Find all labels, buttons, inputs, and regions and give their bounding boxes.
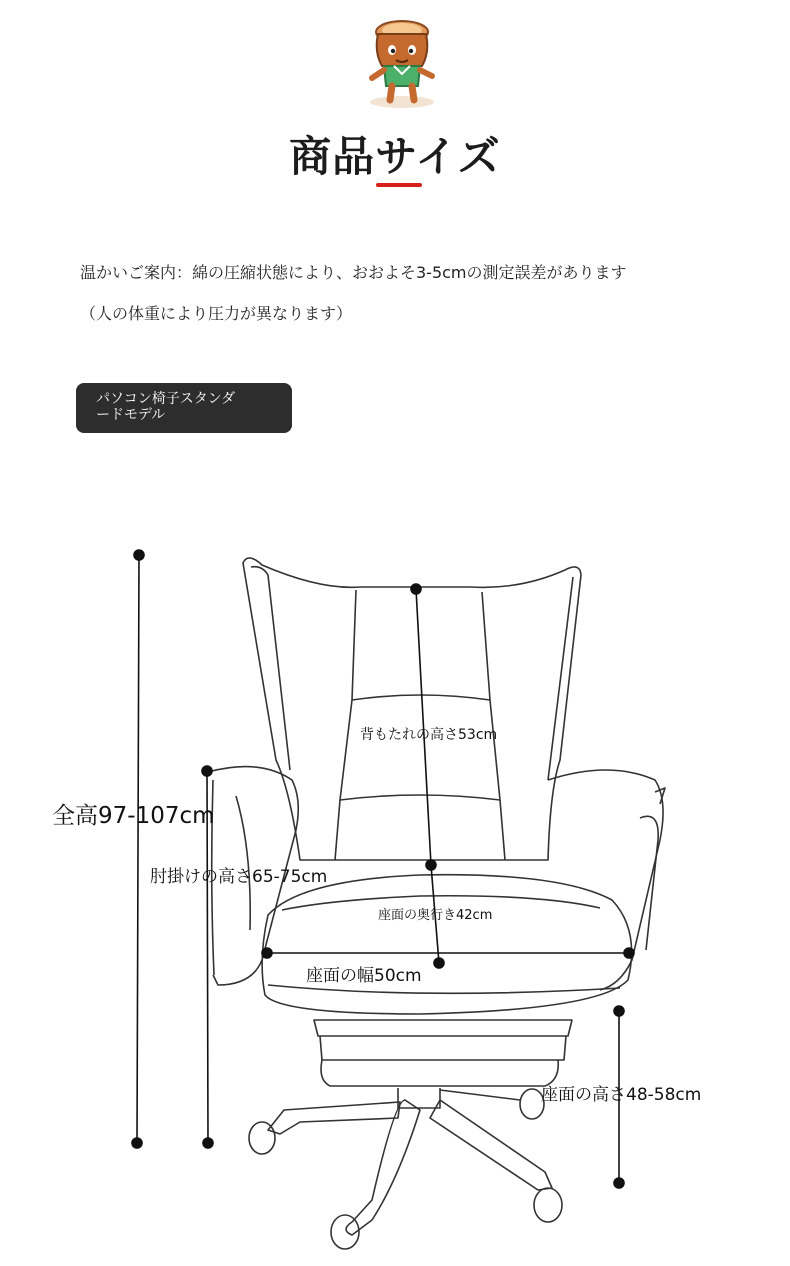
seat-width-label: 座面の幅50cm bbox=[306, 966, 422, 986]
model-badge-line1: パソコン椅子スタンダ bbox=[96, 391, 236, 407]
backrest-height-label: 背もたれの高さ53cm bbox=[360, 727, 498, 743]
model-badge-line2: ードモデル bbox=[96, 407, 166, 423]
armrest-height-label: 肘掛けの高さ65-75cm bbox=[150, 867, 328, 887]
page-title: 商品サイズ bbox=[289, 132, 501, 181]
seat-depth-label: 座面の奥行き42cm bbox=[378, 908, 493, 923]
total-height-label: 全高97-107cm bbox=[52, 803, 215, 829]
seat-height-label: 座面の高さ48-58cm bbox=[541, 1085, 702, 1105]
measurement-notice-note: （人の体重により圧力が異なります） bbox=[80, 304, 353, 323]
measurement-notice: 温かいご案内：綿の圧縮状態により、おおよそ3-5cmの測定誤差があります bbox=[80, 263, 627, 282]
